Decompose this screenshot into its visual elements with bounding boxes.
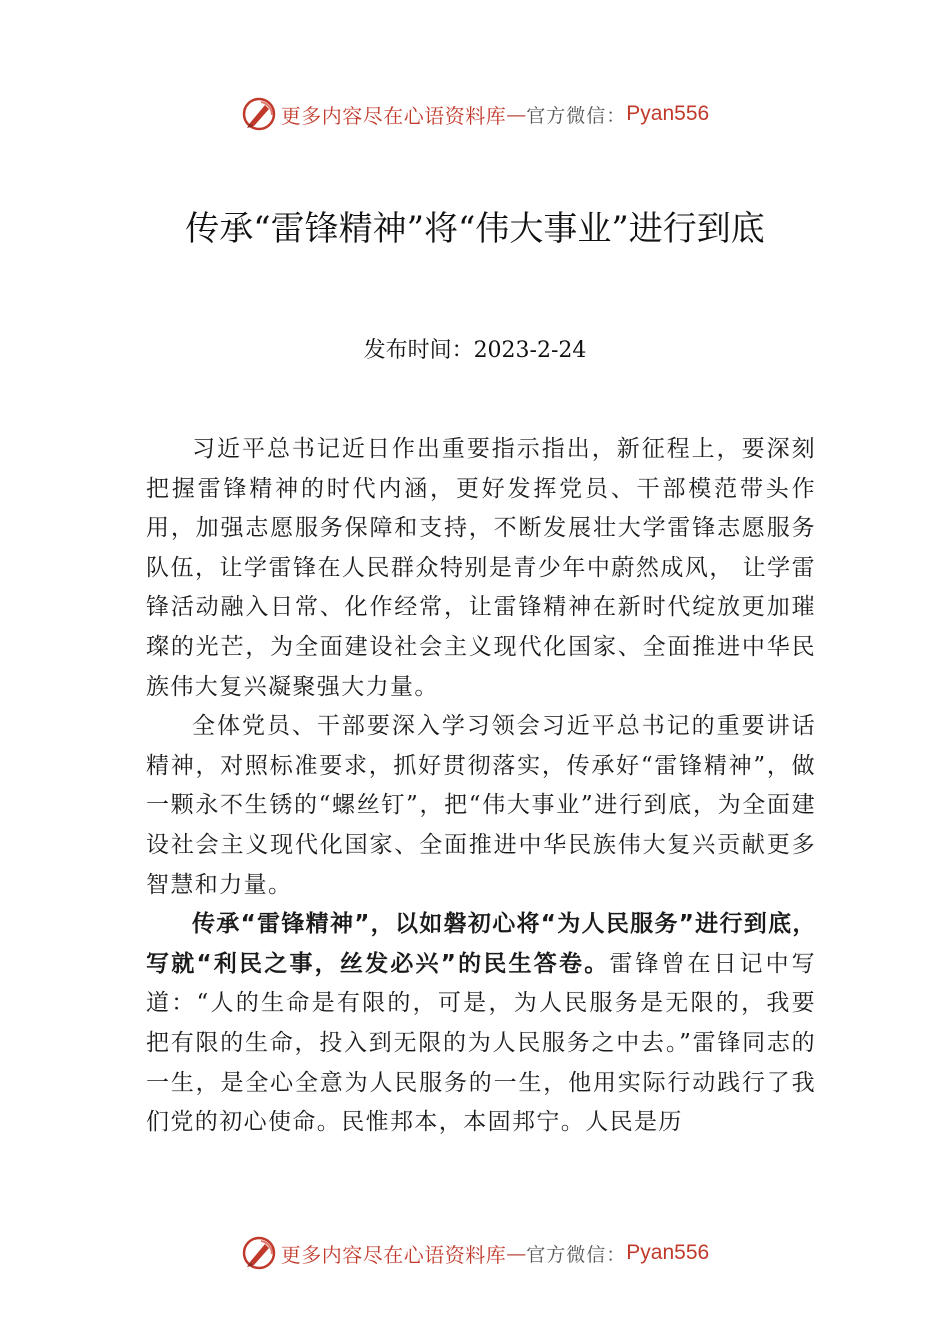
- publish-date: 发布时间：2023-2-24: [363, 338, 587, 363]
- footer-brand: 更多内容尽在心语资料库: [280, 1242, 507, 1267]
- article-body: [146, 430, 816, 1143]
- banner-brand: 更多内容尽在心语资料库: [280, 103, 507, 128]
- paragraph-3: [146, 905, 816, 1143]
- footer-wechat-label: 官方微信：: [526, 1243, 627, 1266]
- pen-logo-icon: [241, 96, 277, 132]
- paragraph-3-text: 雷锋曾在日记中写道：“人的生命是有限的，可是，为人民服务是无限的，我要把有限的生命，投入到无限的为人民服务之中去。”雷锋同志的一生，是全心全意为人民服务的一生，他用实际行动践行了我们党的初心使命。民惟邦本，本固邦宁。人民是历: [146, 950, 817, 1136]
- banner-wechat-label: 官方微信：: [526, 104, 627, 127]
- pen-logo-icon: [241, 1235, 277, 1271]
- footer-wechat-id: Pyan556: [626, 1241, 710, 1264]
- paragraph-2: 全体党员、干部要深入学习领会习近平总书记的重要讲话精神，对照标准要求，抓好贯彻落实，传承好“雷锋精神”，做一颗永不生锈的“螺丝钉”，把“伟大事业”进行到底，为全面建设社会主义现代化国家、全面推进中华民族伟大复兴贡献更多智慧和力量。: [146, 713, 816, 898]
- page-title: 传承“雷锋精神”将“伟大事业”进行到底: [185, 209, 765, 249]
- banner-dash: —: [506, 102, 527, 126]
- footer-banner: [0, 1233, 950, 1273]
- header-banner: [0, 94, 950, 134]
- footer-dash: —: [506, 1241, 527, 1265]
- banner-wechat-id: Pyan556: [626, 102, 710, 125]
- paragraph-3-lead: 传承“雷锋精神”，以如磐初心将“为人民服务”进行到底，写就“利民之事，丝发必兴”的民生答卷。: [146, 911, 816, 977]
- paragraph-1: 习近平总书记近日作出重要指示指出，新征程上，要深刻把握雷锋精神的时代内涵，更好发挥党员、干部模范带头作用，加强志愿服务保障和支持，不断发展壮大学雷锋志愿服务队伍，让学雷锋在人民群众特别是青少年中蔚然成风， 让学雷锋活动融入日常、化作经常，让雷锋精神在新时代绽放更加璀璨的光芒，为全面建设社会主义现代化国家、全面推进中华民族伟大复兴凝聚强大力量。: [146, 436, 816, 700]
